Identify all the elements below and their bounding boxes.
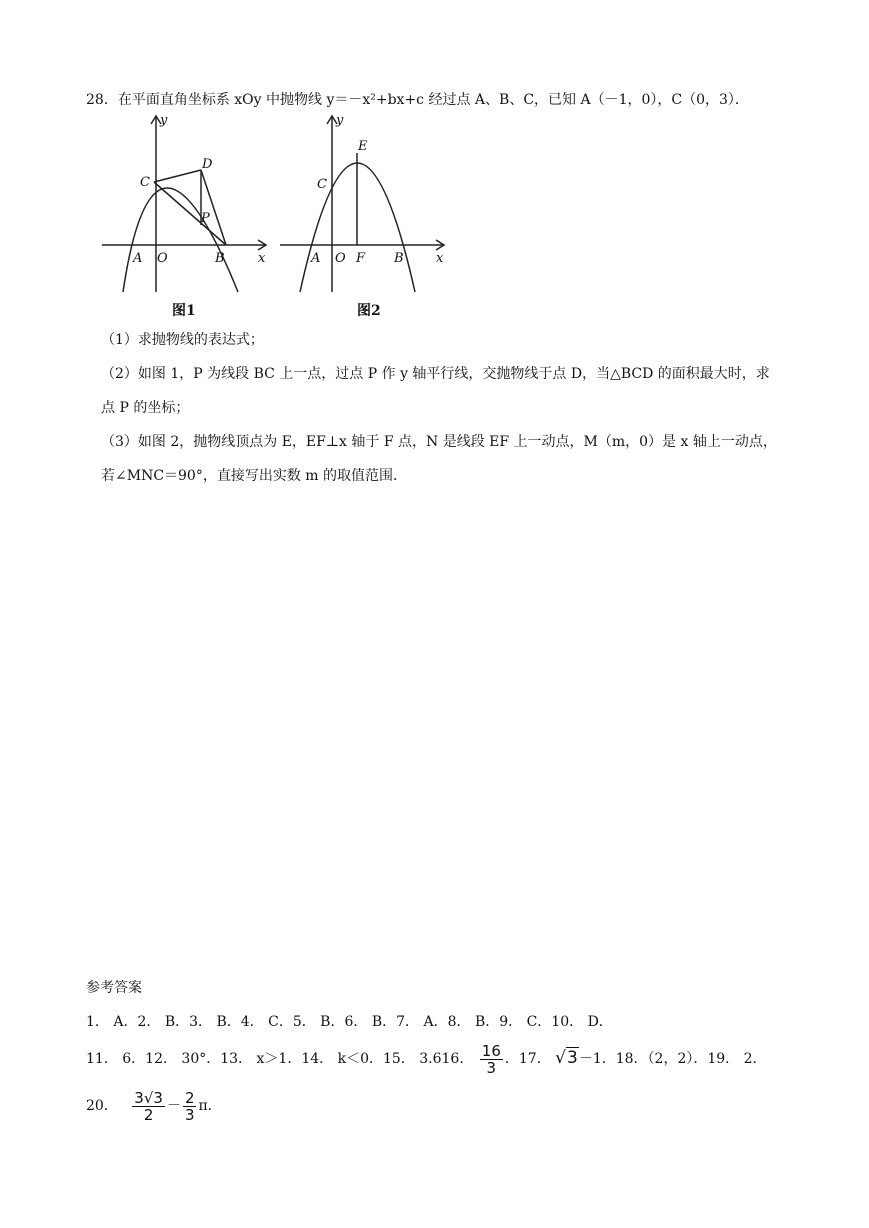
fig1-label-O: O — [157, 251, 168, 266]
fig2-label-B: B — [394, 251, 404, 266]
sqrt-3: √3 — [555, 1048, 578, 1068]
figure-1 — [100, 112, 275, 297]
fig1-label-y: y — [160, 113, 168, 128]
fig2-label-F: F — [356, 251, 366, 266]
answers-row-2-part-c: －1．18．（2，2）．19． 2． — [578, 1051, 767, 1067]
fig1-caption: 图1 — [172, 303, 196, 319]
fraction-numerator: 16 — [481, 1041, 501, 1060]
fig1-segment-CD — [154, 170, 201, 182]
answers-row-1: 1． A．2． B．3． B．4． C．5． B．6． B．7． A．8． B．9． C．10． D． — [86, 1014, 613, 1030]
answers-row-3-tail: π． — [198, 1098, 222, 1114]
fig2-label-A: A — [311, 251, 321, 266]
fig2-label-x: x — [436, 251, 444, 266]
fig1-label-x: x — [258, 251, 266, 266]
fraction-numerator: 2 — [184, 1088, 195, 1107]
fraction-numerator: 3√3 — [134, 1088, 163, 1107]
question-3-line-1: （3）如图 2，抛物线顶点为 E，EF⊥x 轴于 F 点，N 是线段 EF 上一动点，M（m，0）是 x 轴上一动点， — [101, 434, 777, 450]
fig1-label-B: B — [215, 251, 225, 266]
fig1-label-A: A — [133, 251, 143, 266]
fraction-denominator: 3 — [184, 1105, 195, 1124]
minus-sign: － — [166, 1098, 181, 1114]
question-1: （1）求抛物线的表达式； — [101, 332, 264, 348]
fig1-label-P: P — [201, 211, 210, 226]
fig2-caption: 图2 — [357, 303, 381, 319]
fig1-label-D: D — [202, 157, 213, 172]
answers-row-3 — [86, 1088, 222, 1124]
answers-row-3-label: 20． — [86, 1098, 118, 1114]
sqrt-radicand: 3 — [567, 1048, 578, 1068]
fraction-denominator: 2 — [143, 1105, 154, 1124]
question-2-line-1: （2）如图 1，P 为线段 BC 上一点，过点 P 作 y 轴平行线，交抛物线于点 D，当△BCD 的面积最大时，求 — [101, 366, 770, 382]
problem-line-1: 28．在平面直角坐标系 xOy 中抛物线 y＝－x²+bx+c 经过点 A、B、C，已知 A（－1，0），C（0，3）． — [86, 92, 749, 108]
fraction-2-3 — [183, 1090, 197, 1123]
question-2-line-2: 点 P 的坐标； — [101, 400, 190, 416]
fraction-denominator: 3 — [486, 1058, 497, 1077]
question-3-line-2: 若∠MNC＝90°，直接写出实数 m 的取值范围． — [101, 468, 408, 484]
fig2-label-C: C — [317, 177, 327, 192]
answers-heading: 参考答案 — [86, 980, 142, 996]
answers-row-2 — [86, 1041, 767, 1076]
answers-row-2-part-a: 11． 6．12． 30°．13． x＞1．14． k＜0．15． 3.616． — [86, 1051, 474, 1067]
fig2-label-E: E — [358, 139, 368, 154]
fig2-label-y: y — [336, 113, 344, 128]
fig2-label-O: O — [335, 251, 346, 266]
figure-2 — [278, 112, 453, 297]
fraction-3sqrt3-2 — [132, 1090, 165, 1123]
fraction-16-3 — [480, 1043, 503, 1076]
answers-row-2-part-b: ．17． — [504, 1051, 551, 1067]
fig1-label-C: C — [140, 175, 150, 190]
